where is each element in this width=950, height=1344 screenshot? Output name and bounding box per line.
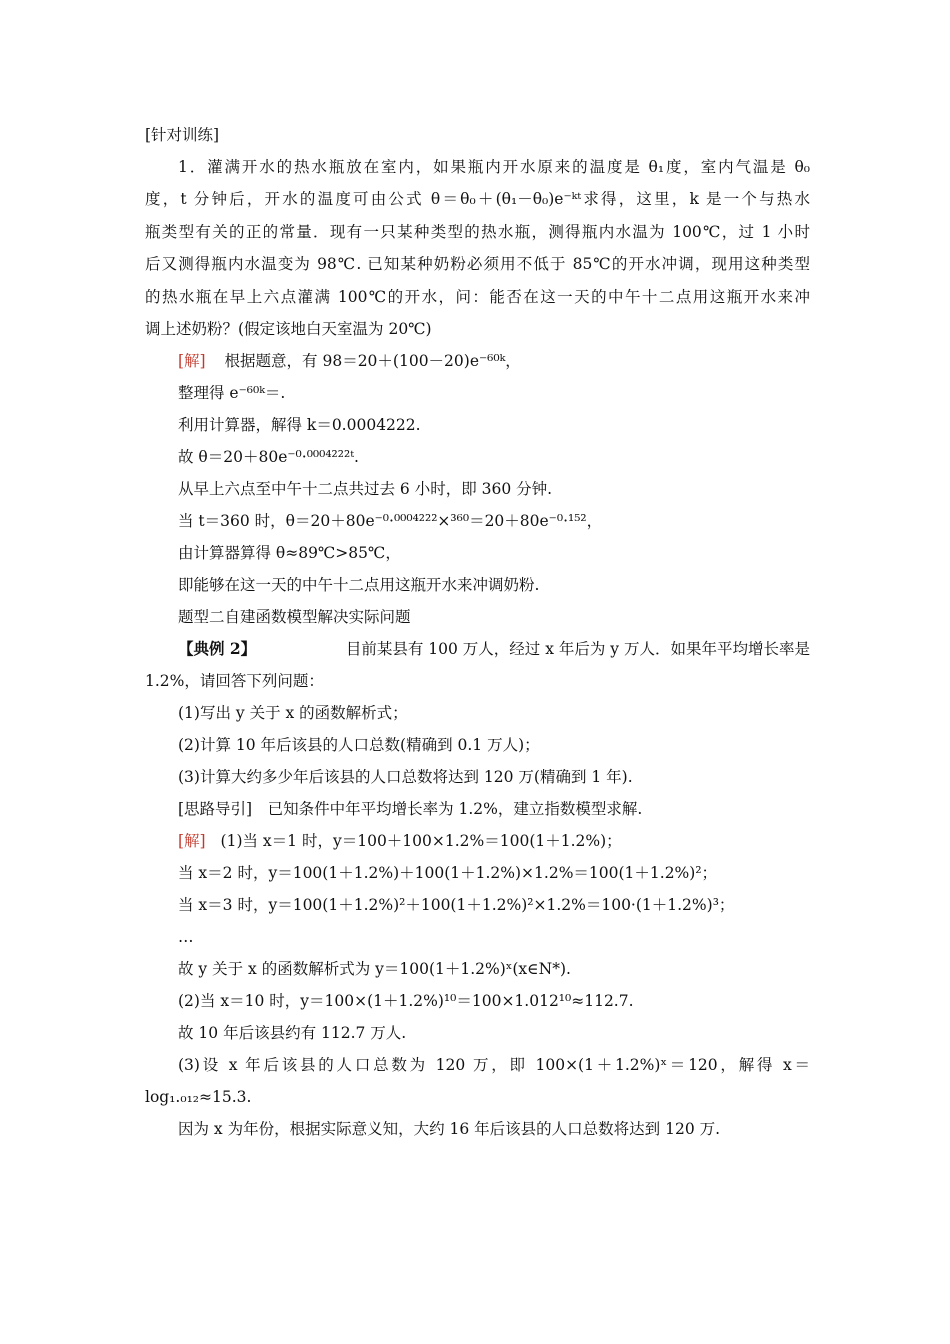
solution2-line5: 故 y 关于 x 的函数解析式为 y＝100(1＋1.2%)ˣ(x∈N*). [178,960,571,978]
example2-question3: (3)计算大约多少年后该县的人口总数将达到 120 万(精确到 1 年). [178,768,633,786]
problem1-line2: 度，t 分钟后，开水的温度可由公式 θ＝θ₀＋(θ₁－θ₀)e⁻ᵏᵗ求得，这里，k 是一个与热水 [145,190,810,208]
problem1-line1: 1．灌满开水的热水瓶放在室内，如果瓶内开水原来的温度是 θ₁度，室内气温是 θ₀ [178,158,810,176]
solution1-line4: 故 θ＝20＋80e⁻⁰·⁰⁰⁰⁴²²²ᵗ. [178,448,359,466]
problem1-line4: 后又测得瓶内水温变为 98℃. 已知某种奶粉必须用不低于 85℃的开水冲调，现用这种类型 [145,255,810,273]
example2-hint: [思路导引] 已知条件中年平均增长率为 1.2%，建立指数模型求解. [178,800,643,818]
solution-tag: [解] [178,352,206,370]
solution2-line8a: (3)设 x 年后该县的人口总数为 120 万，即 100×(1＋1.2%)ˣ＝120，解得 x＝ [178,1056,810,1074]
problem1-line6: 调上述奶粉？(假定该地白天室温为 20℃) [145,320,432,338]
section-heading: [针对训练] [145,126,220,144]
example2-question2: (2)计算 10 年后该县的人口总数(精确到 0.1 万人)； [178,736,540,754]
solution2-line1 [178,831,843,851]
solution1-line5: 从早上六点至中午十二点共过去 6 小时，即 360 分钟. [178,480,553,498]
solution1-line2: 整理得 e⁻⁶⁰ᵏ＝. [178,384,286,402]
solution2-line7: 故 10 年后该县约有 112.7 万人. [178,1024,407,1042]
example2-line2: 1.2%，请回答下列问题： [145,672,324,690]
problem1-line3: 瓶类型有关的正的常量．现有一只某种类型的热水瓶，测得瓶内水温为 100℃，过 1 小时 [145,223,810,241]
solution2-ellipsis: … [178,928,194,946]
solution1-text1: 根据题意，有 98＝20＋(100－20)e⁻⁶⁰ᵏ， [224,352,521,370]
solution1-line6: 当 t＝360 时，θ＝20＋80e⁻⁰·⁰⁰⁰⁴²²²×³⁶⁰＝20＋80e⁻⁰·¹⁵²， [178,512,603,530]
solution1-line7: 由计算器算得 θ≈89℃>85℃， [178,544,401,562]
example2-line1 [178,639,810,659]
example2-text1: 目前某县有 100 万人，经过 x 年后为 y 万人．如果年平均增长率是 [345,640,810,658]
problem1-line5: 的热水瓶在早上六点灌满 100℃的开水，问：能否在这一天的中午十二点用这瓶开水来冲 [145,288,810,306]
solution2-text1: (1)当 x＝1 时，y＝100＋100×1.2%＝100(1＋1.2%)； [220,832,622,850]
type2-heading: 题型二自建函数模型解决实际问题 [178,608,411,626]
solution2-line9: 因为 x 为年份，根据实际意义知，大约 16 年后该县的人口总数将达到 120 万. [178,1120,721,1138]
solution-tag: [解] [178,832,206,850]
solution2-line2: 当 x＝2 时，y＝100(1＋1.2%)＋100(1＋1.2%)×1.2%＝100(1＋1.2%)²； [178,864,718,882]
solution2-line8b: log₁.₀₁₂≈15.3. [145,1088,252,1106]
solution1-line1 [178,351,843,371]
example-tag: 【典例 2】 [178,639,257,658]
solution1-line3: 利用计算器，解得 k＝0.0004222. [178,416,421,434]
example2-question1: (1)写出 y 关于 x 的函数解析式； [178,704,408,722]
solution2-line3: 当 x＝3 时，y＝100(1＋1.2%)²＋100(1＋1.2%)²×1.2%＝100·(1＋1.2%)³； [178,896,735,914]
solution2-line6: (2)当 x＝10 时，y＝100×(1＋1.2%)¹⁰＝100×1.012¹⁰≈112.7. [178,992,634,1010]
solution1-line8: 即能够在这一天的中午十二点用这瓶开水来冲调奶粉. [178,576,540,594]
